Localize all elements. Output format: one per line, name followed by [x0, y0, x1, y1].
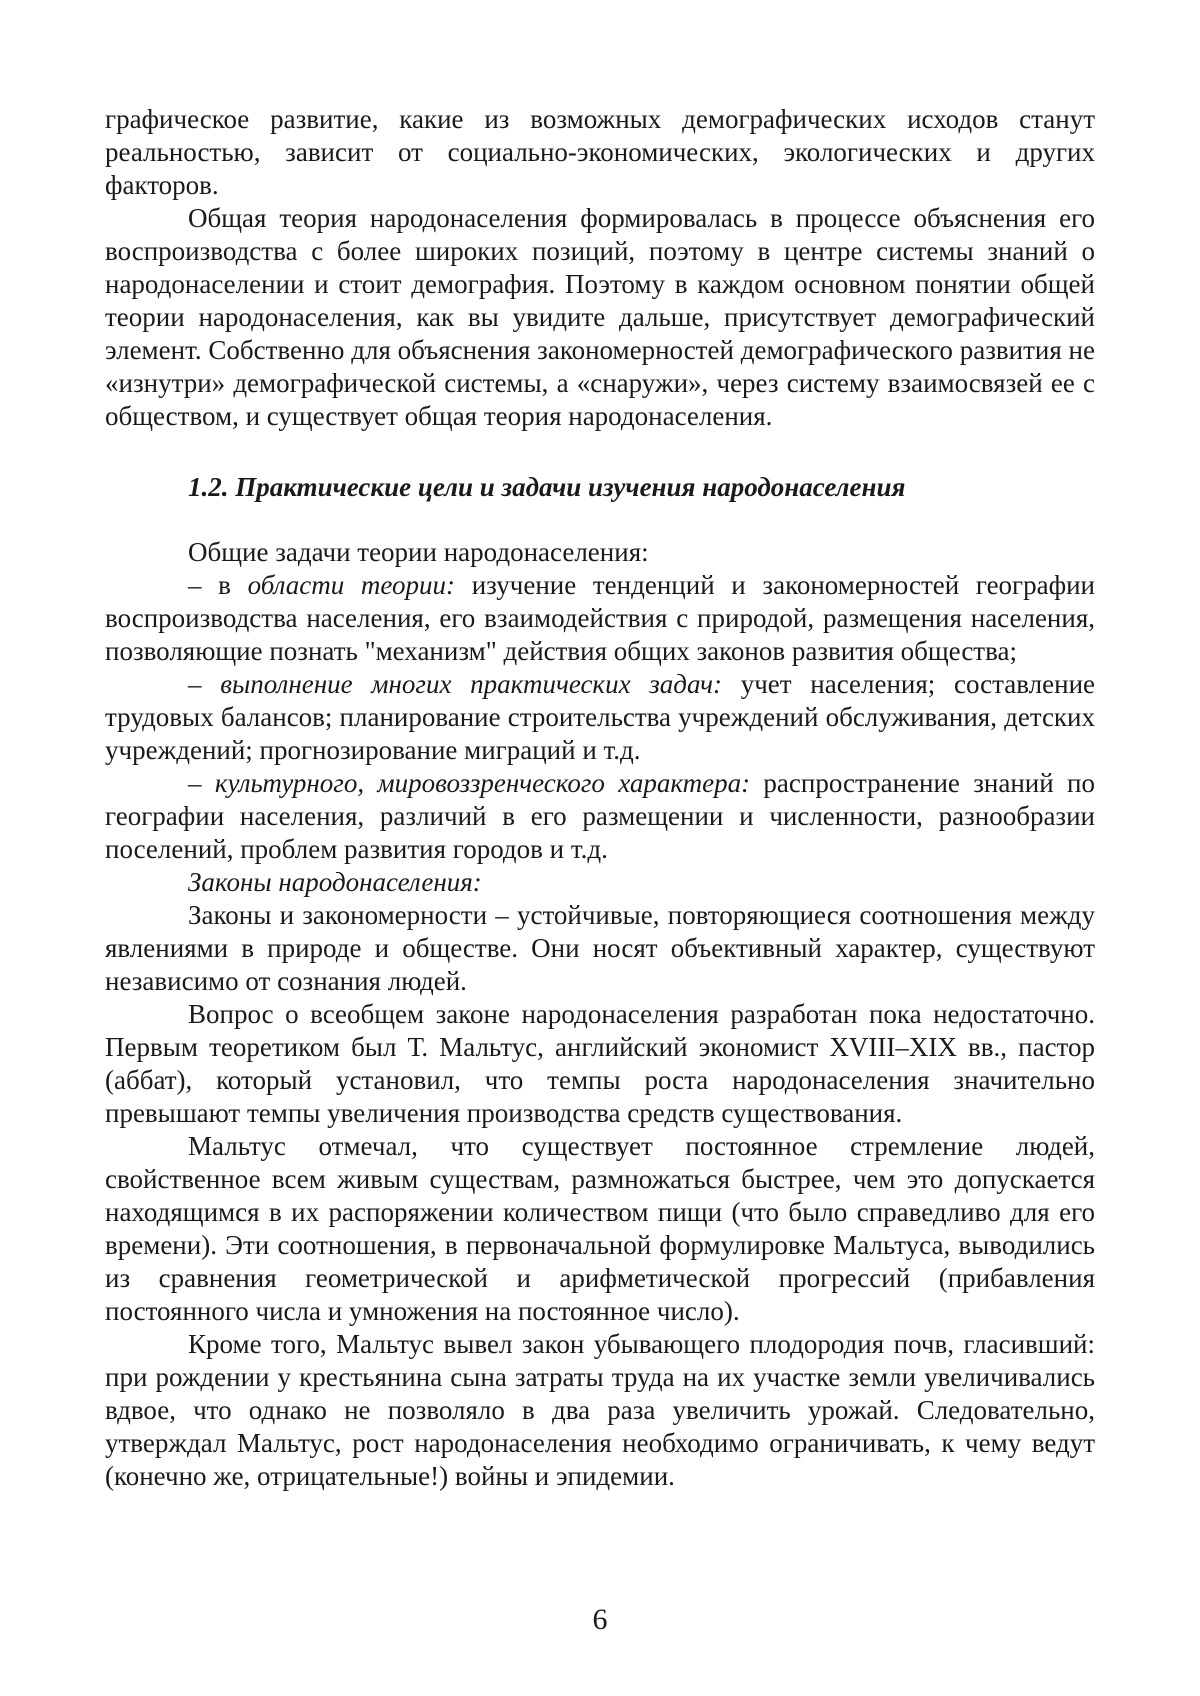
subheading-laws [105, 866, 1095, 899]
list-item-theory-emphasis: области теории: [247, 570, 456, 600]
list-item-theory-text: изучение тенденций и закономерностей географии воспроизводства населения, его взаимодействия с природой, размещения населения, позволяющие познать "механизм" действия общих законов развития общества; [105, 570, 1096, 666]
document-page [105, 103, 1095, 1493]
list-item-cultural [105, 767, 1095, 866]
list-item-theory-prefix: – в [188, 570, 248, 600]
paragraph-continuation: графическое развитие, какие из возможных демографических исходов станут реальностью, зависит от социально-экономических, экологических и других факторов. [105, 104, 1095, 200]
section-heading: 1.2. Практические цели и задачи изучения народонаселения [188, 472, 906, 502]
paragraph-general-theory: Общая теория народонаселения формировалась в процессе объяснения его воспроизводства с более широких позиций, поэтому в центре системы знаний о народонаселении и стоит демография. Поэтому в каждом основном понятии общей теории народонаселения, как вы увидите дальше, присутствует демографический элемент. Собственно для объяснения закономерностей демографического развития не «изнутри» демографической системы, а «снаружи», через систему взаимосвязей ее с обществом, и существует общая теория народонаселения. [105, 203, 1095, 431]
list-item-practical-emphasis: – выполнение многих практических задач: [188, 669, 722, 699]
list-item-theory [105, 569, 1095, 668]
subheading-laws-text: Законы народонаселения: [188, 867, 482, 897]
paragraph-malthus-intro: Вопрос о всеобщем законе народонаселения разработан пока недостаточно. Первым теоретиком был Т. Мальтус, английский экономист XVIII–XIX вв., пастор (аббат), который установил, что темпы роста народонаселения значительно превышают темпы увеличения производства средств существования. [105, 999, 1095, 1128]
paragraph-general-tasks: Общие задачи теории народонаселения: [188, 537, 649, 567]
paragraph-malthus-observation: Мальтус отмечал, что существует постоянное стремление людей, свойственное всем живым существам, размножаться быстрее, чем это допускается находящимся в их распоряжении количеством пищи (что было справедливо для его времени). Эти соотношения, в первоначальной формулировке Мальтуса, выводились из сравнения геометрической и арифметической прогрессий (прибавления постоянного числа и умножения на постоянное число). [105, 1131, 1095, 1326]
list-item-practical-text: учет населения; составление трудовых балансов; планирование строительства учреждений обслуживания, детских учреждений; прогнозирование миграций и т.д. [105, 669, 1096, 765]
paragraph-malthus-diminishing-returns: Кроме того, Мальтус вывел закон убывающего плодородия почв, гласивший: при рождении у крестьянина сына затраты труда на их участке земли увеличивались вдвое, что однако не позволяло в два раза увеличить урожай. Следовательно, утверждал Мальтус, рост народонаселения необходимо ограничивать, к чему ведут (конечно же, отрицательные!) войны и эпидемии. [105, 1329, 1095, 1491]
list-item-cultural-emphasis: – культурного, мировоззренческого характера: [188, 768, 751, 798]
paragraph-laws-definition: Законы и закономерности – устойчивые, повторяющиеся соотношения между явлениями в природе и обществе. Они носят объективный характер, существуют независимо от сознания людей. [105, 900, 1095, 996]
list-item-practical [105, 668, 1095, 767]
list-item-cultural-text: распространение знаний по географии населения, различий в его размещении и численности, разнообразии поселений, проблем развития городов и т.д. [105, 768, 1095, 864]
page-number: 6 [592, 1603, 608, 1636]
